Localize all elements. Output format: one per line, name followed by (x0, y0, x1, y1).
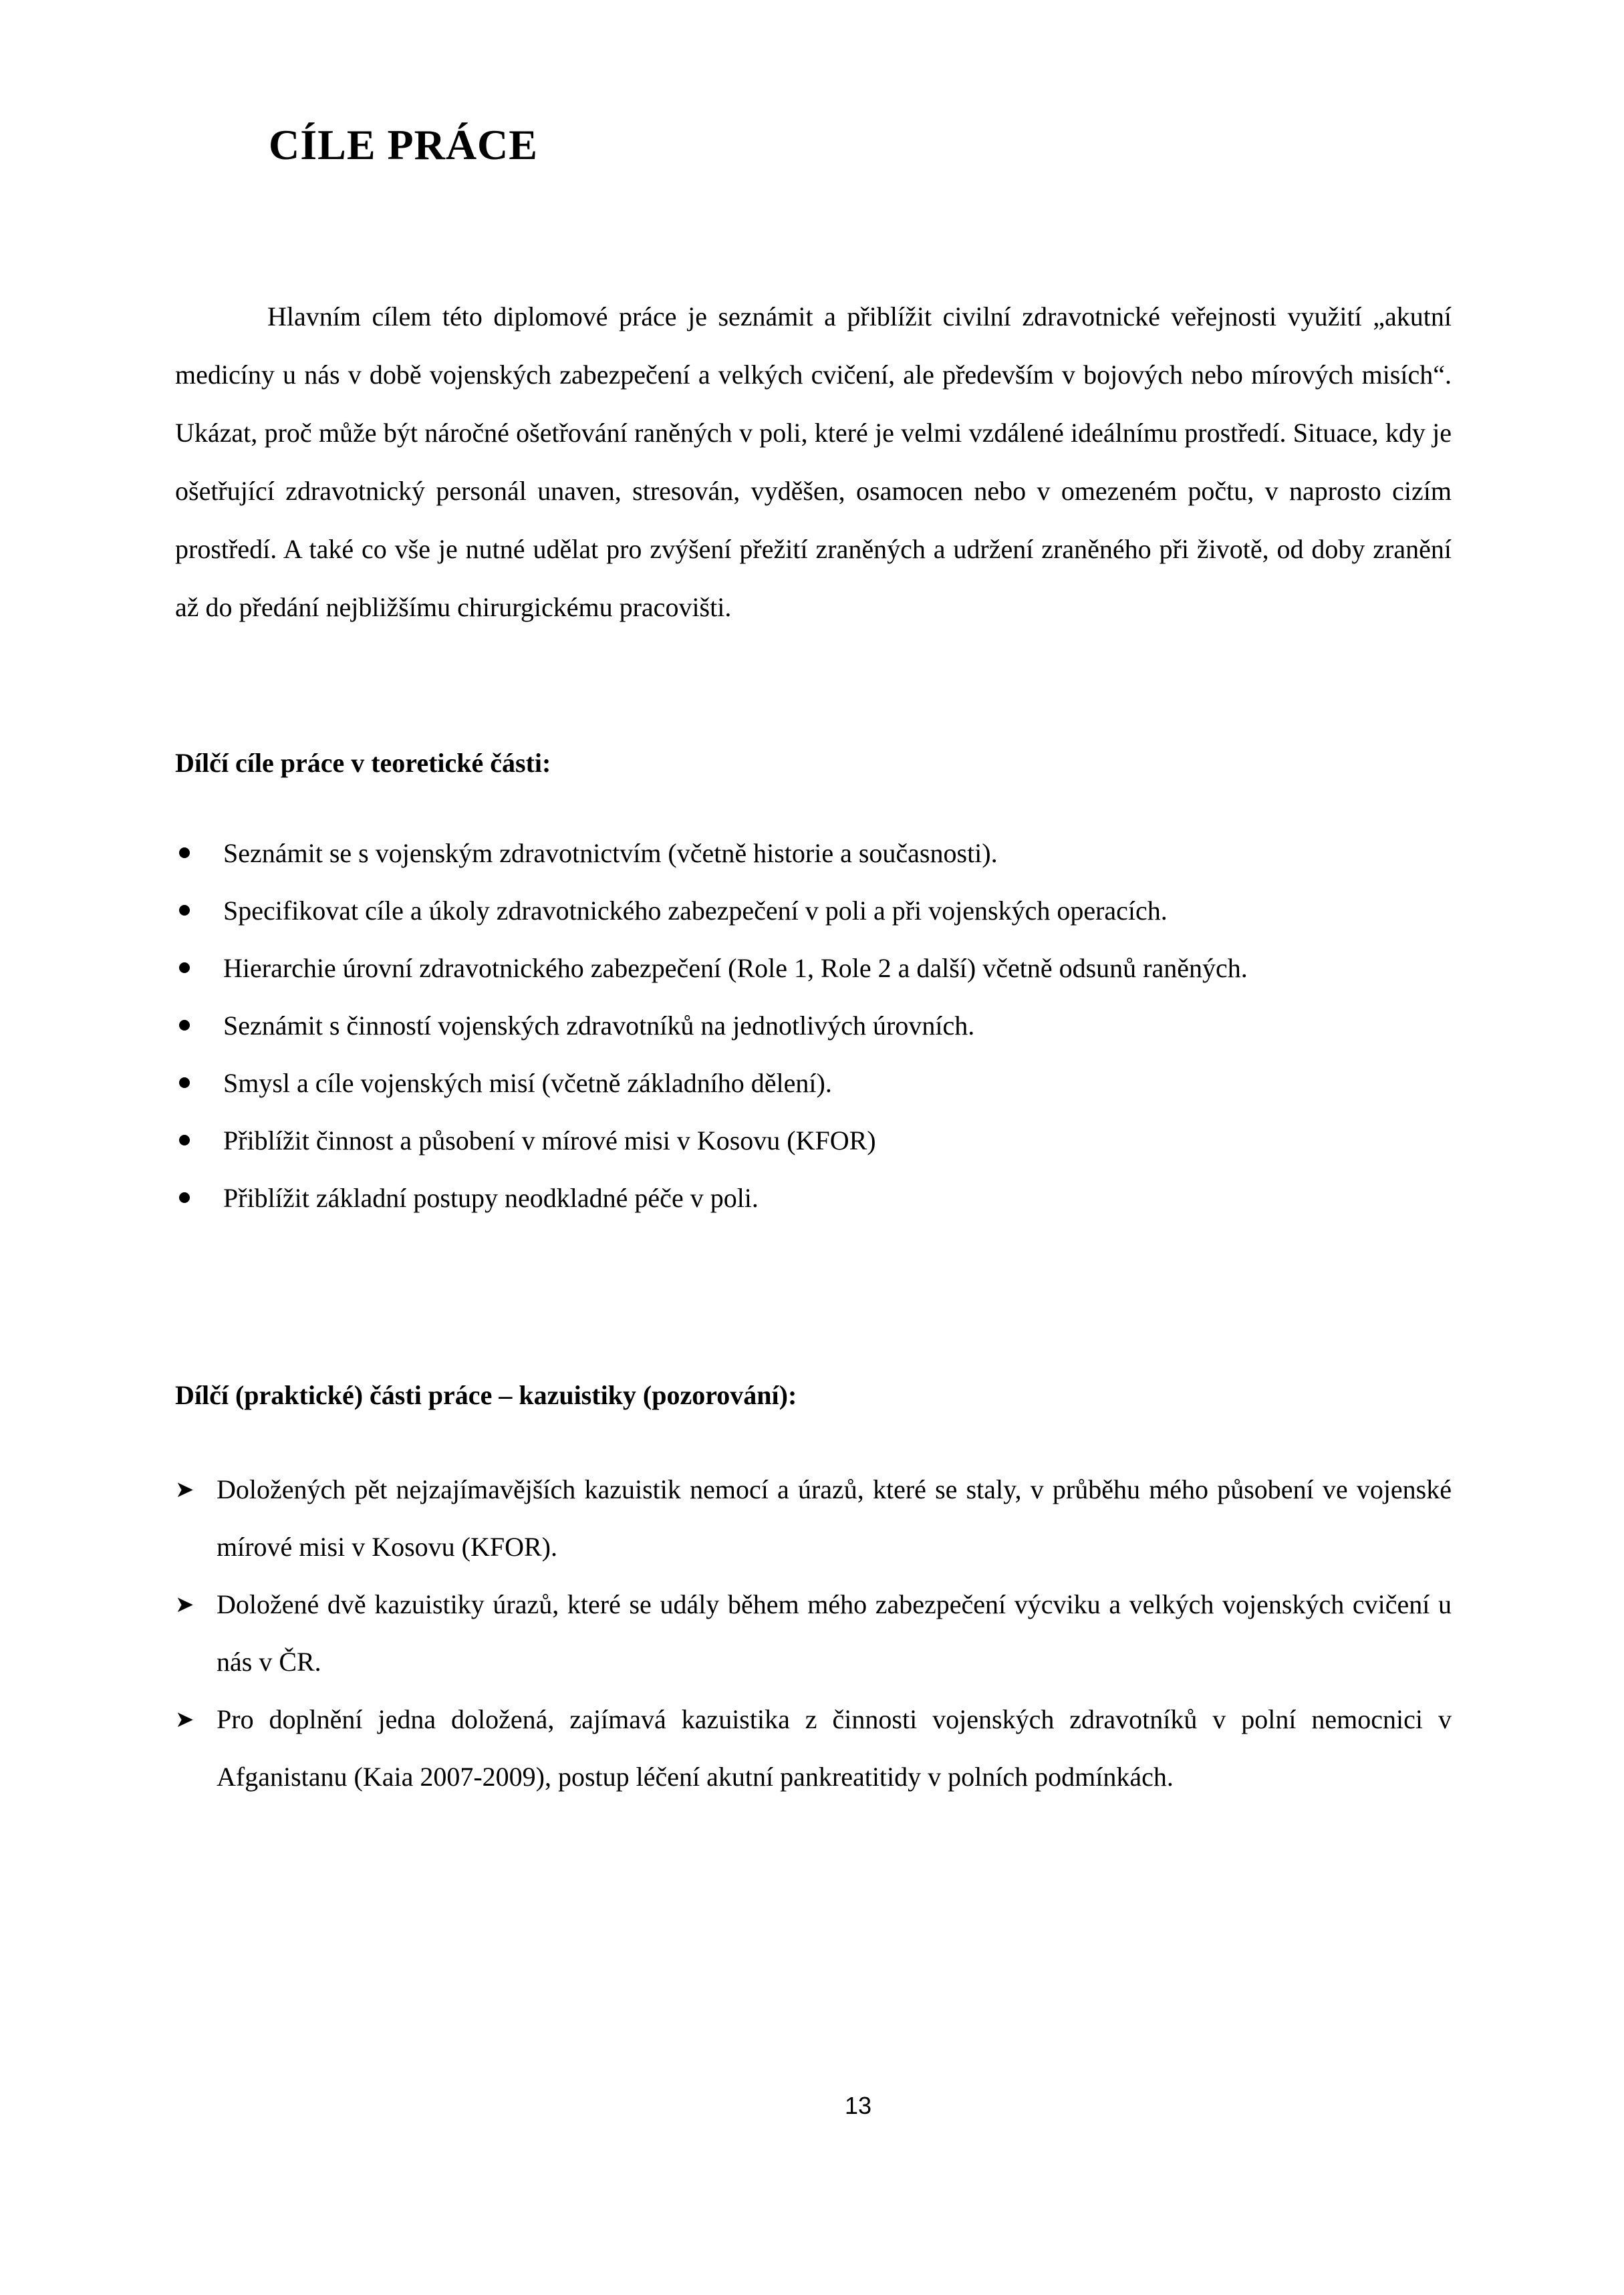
arrow-bullet-icon: ➤ (175, 1706, 194, 1733)
list-item: ➤ Doložených pět nejzajímavějších kazuistik nemocí a úrazů, které se staly, v průběhu mého působení ve vojenské mírové misi v Kosovu (KFOR). (175, 1461, 1452, 1576)
practice-case-list (175, 1461, 1452, 1806)
bullet-icon (179, 847, 190, 858)
bullet-icon (179, 905, 190, 916)
list-item: Hierarchie úrovní zdravotnického zabezpečení (Role 1, Role 2 a další) včetně odsunů raněných. (175, 940, 1452, 997)
list-item: Specifikovat cíle a úkoly zdravotnického zabezpečení v poli a při vojenských operacích. (175, 882, 1452, 940)
list-item: Seznámit s činností vojenských zdravotníků na jednotlivých úrovních. (175, 997, 1452, 1055)
theory-goals-list (175, 825, 1452, 1227)
bullet-icon (179, 962, 190, 973)
arrow-bullet-icon: ➤ (175, 1476, 194, 1503)
bullet-icon (179, 1135, 190, 1145)
list-item: Smysl a cíle vojenských misí (včetně základního dělení). (175, 1055, 1452, 1112)
list-item: Přiblížit základní postupy neodkladné péče v poli. (175, 1170, 1452, 1227)
list-item: ➤ Pro doplnění jedna doložená, zajímavá kazuistika z činnosti vojenských zdravotníků v polní nemocnici v Afganistanu (Kaia 2007-2009), postup léčení akutní pankreatitidy v polních podmínkách. (175, 1691, 1452, 1806)
bullet-icon (179, 1077, 190, 1088)
list-item: Přiblížit činnost a působení v mírové misi v Kosovu (KFOR) (175, 1112, 1452, 1170)
list-item: Seznámit se s vojenským zdravotnictvím (včetně historie a současnosti). (175, 825, 1452, 882)
practice-section-heading: Dílčí (praktické) části práce – kazuistiky (pozorování): (175, 1380, 797, 1410)
intro-paragraph: Hlavním cílem této diplomové práce je seznámit a přiblížit civilní zdravotnické veřejnosti využití „akutní medicíny u nás v době vojenských zabezpečení a velkých cvičení, ale především v bojových nebo mírových misích“. Ukázat, proč může být náročné ošetřování raněných v poli, které je velmi vzdálené ideálnímu prostředí. Situace, kdy je ošetřující zdravotnický personál unaven, stresován, vyděšen, osamocen nebo v omezeném počtu, v naprosto cizím prostředí. A také co vše je nutné udělat pro zvýšení přežití zraněných a udržení zraněného při životě, od doby zranění až do předání nejbližšímu chirurgickému pracovišti. (175, 301, 1452, 622)
bullet-icon (179, 1020, 190, 1031)
page-title: CÍLE PRÁCE (269, 121, 538, 168)
list-item: ➤ Doložené dvě kazuistiky úrazů, které se udály během mého zabezpečení výcviku a velkých vojenských cvičení u nás v ČR. (175, 1576, 1452, 1691)
page-number: 13 (845, 2092, 872, 2119)
theory-section-heading: Dílčí cíle práce v teoretické části: (175, 748, 551, 778)
arrow-bullet-icon: ➤ (175, 1591, 194, 1618)
bullet-icon (179, 1192, 190, 1203)
